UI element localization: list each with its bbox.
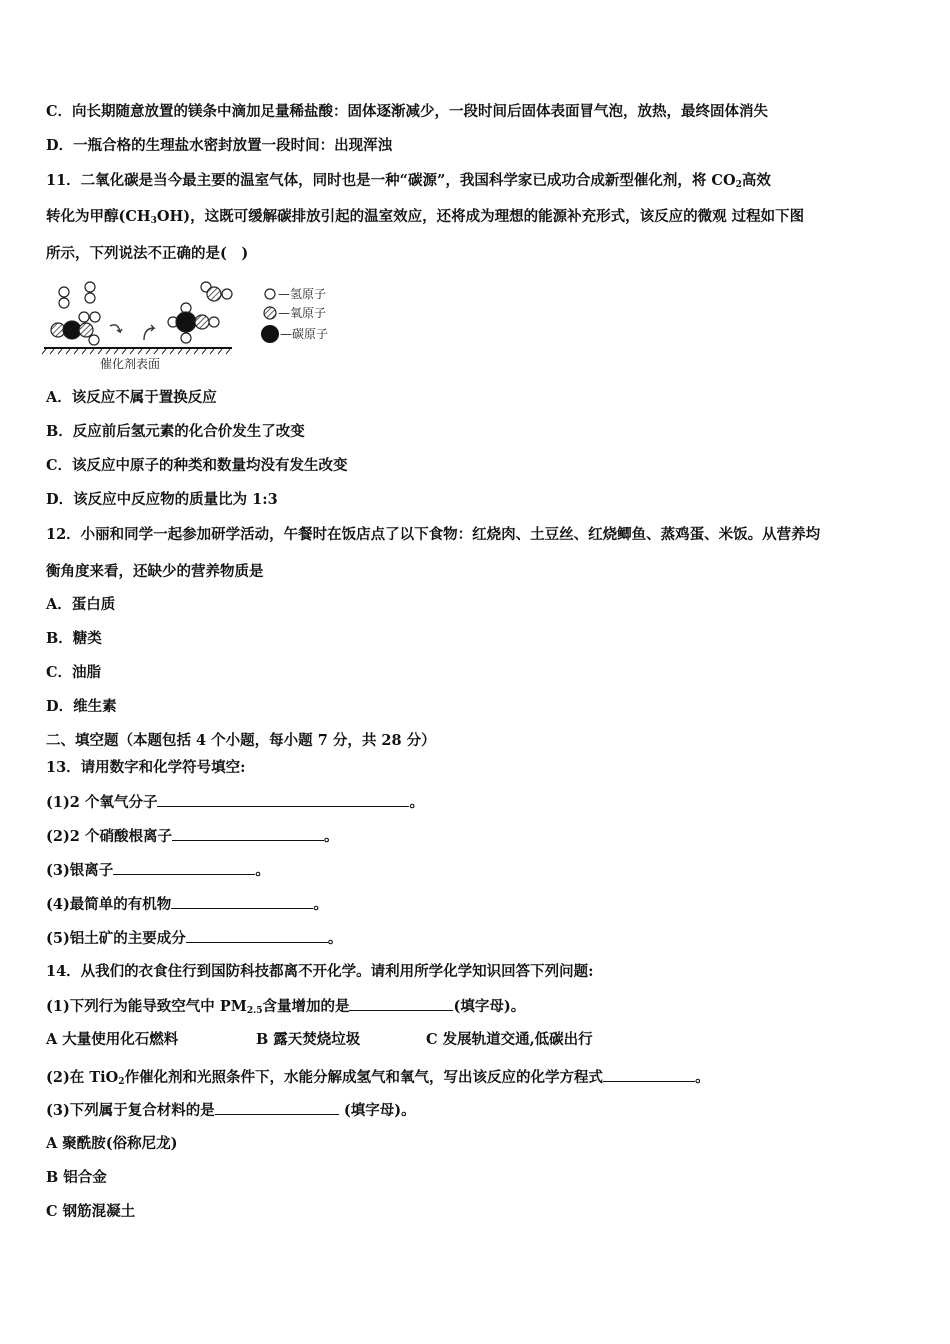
q11-stem-line1: 11．二氧化碳是当今最主要的温室气体，同时也是一种“碳源”，我国科学家已成功合成新型催化剂，将 $CO_2$高效: [46, 172, 771, 190]
legend: [261, 287, 328, 343]
q12-option-b: B．糖类: [46, 630, 102, 647]
hydrogen-molecules-left: [59, 282, 95, 308]
q14-part3: (3)下列属于复合材料的是 (填字母)。: [46, 1102, 416, 1119]
q13-part2: (2)2 个硝酸根离子 。: [46, 828, 339, 845]
q10-option-d: D．一瓶合格的生理盐水密封放置一段时间：出现浑浊: [46, 137, 393, 154]
q13-part4: (4)最简单的有机物 。: [46, 896, 328, 913]
q11-option-d: D．该反应中反应物的质量比为 1:3: [46, 491, 278, 508]
q10-option-c: C．向长期随意放置的镁条中滴加足量稀盐酸：固体逐渐减少，一段时间后固体表面冒气泡，放热，最终固体消失: [46, 103, 769, 120]
answer-blank[interactable]: [113, 860, 255, 875]
q14-part2: (2)在 TiO$_2$作催化剂和光照条件下，水能分解成氢气和氧气，写出该反应的化学方程式 。: [46, 1069, 710, 1087]
legend-carbon-label: —碳原子: [280, 327, 329, 341]
q13-part5: (5)铝土矿的主要成分 。: [46, 930, 343, 947]
q11-stem-line3: 所示，下列说法不正确的是( ): [46, 245, 249, 262]
answer-blank[interactable]: [171, 894, 313, 909]
q11-stem-line2: 转化为甲醇$(CH_3OH)$，这既可缓解碳排放引起的温室效应，还将成为理想的能源补充形式，该反应的微观 过程如下图: [46, 208, 805, 226]
section-heading: 二、填空题（本题包括 4 个小题，每小题 7 分，共 28 分）: [46, 732, 436, 749]
q14-p3-option-c: C 钢筋混凝土: [46, 1203, 136, 1220]
q14-part1-options: [46, 1030, 593, 1050]
reaction-diagram: [40, 278, 340, 374]
q14-stem: 14．从我们的衣食住行到国防科技都离不开化学。请利用所学化学知识回答下列问题:: [46, 963, 594, 980]
q14-p3-option-b: B 铝合金: [46, 1169, 107, 1186]
legend-carbon-icon: [261, 325, 279, 343]
q14-p1-option-a: A 大量使用化石燃料: [46, 1031, 179, 1048]
answer-blank[interactable]: [603, 1067, 695, 1082]
q13-stem: 13．请用数字和化学符号填空:: [46, 759, 246, 776]
process-arrows: [110, 325, 154, 340]
q14-p3-option-a: A 聚酰胺(俗称尼龙): [46, 1135, 178, 1152]
legend-hydrogen-icon: [265, 289, 275, 299]
q14-p1-option-b: B 露天焚烧垃圾: [256, 1031, 361, 1048]
water-molecule: [201, 282, 232, 301]
answer-blank[interactable]: [349, 996, 453, 1011]
co2-molecule-adsorbed: [51, 312, 100, 345]
methanol-molecule: [168, 303, 219, 343]
q11-option-c: C．该反应中原子的种类和数量均没有发生改变: [46, 457, 348, 474]
q12-stem-line1: 12．小丽和同学一起参加研学活动，午餐时在饭店点了以下食物：红烧肉、土豆丝、红烧鲫鱼、蒸鸡蛋、米饭。从营养均: [46, 526, 821, 543]
q11-option-a: A．该反应不属于置换反应: [46, 389, 217, 406]
q11-option-b: B．反应前后氢元素的化合价发生了改变: [46, 423, 305, 440]
answer-blank[interactable]: [215, 1100, 339, 1115]
q12-stem-line2: 衡角度来看，还缺少的营养物质是: [46, 563, 264, 580]
q14-part1: (1)下列行为能导致空气中 $PM_{2.5}$含量增加的是 (填字母)。: [46, 998, 526, 1016]
q13-part3: (3)银离子 。: [46, 862, 270, 879]
legend-oxygen-label: —氧原子: [278, 306, 327, 320]
legend-hydrogen-label: —氢原子: [278, 287, 327, 301]
q12-option-a: A．蛋白质: [46, 596, 116, 613]
q13-part1: (1)2 个氧气分子 。: [46, 794, 424, 811]
answer-blank[interactable]: [186, 928, 328, 943]
answer-blank[interactable]: [157, 792, 409, 807]
legend-oxygen-icon: [264, 307, 276, 319]
surface-label: 催化剂表面: [100, 357, 161, 371]
q12-option-c: C．油脂: [46, 664, 102, 681]
answer-blank[interactable]: [172, 826, 324, 841]
q14-p1-option-c: C 发展轨道交通,低碳出行: [426, 1031, 593, 1048]
q12-option-d: D．维生素: [46, 698, 117, 715]
catalyst-surface: [42, 348, 232, 354]
